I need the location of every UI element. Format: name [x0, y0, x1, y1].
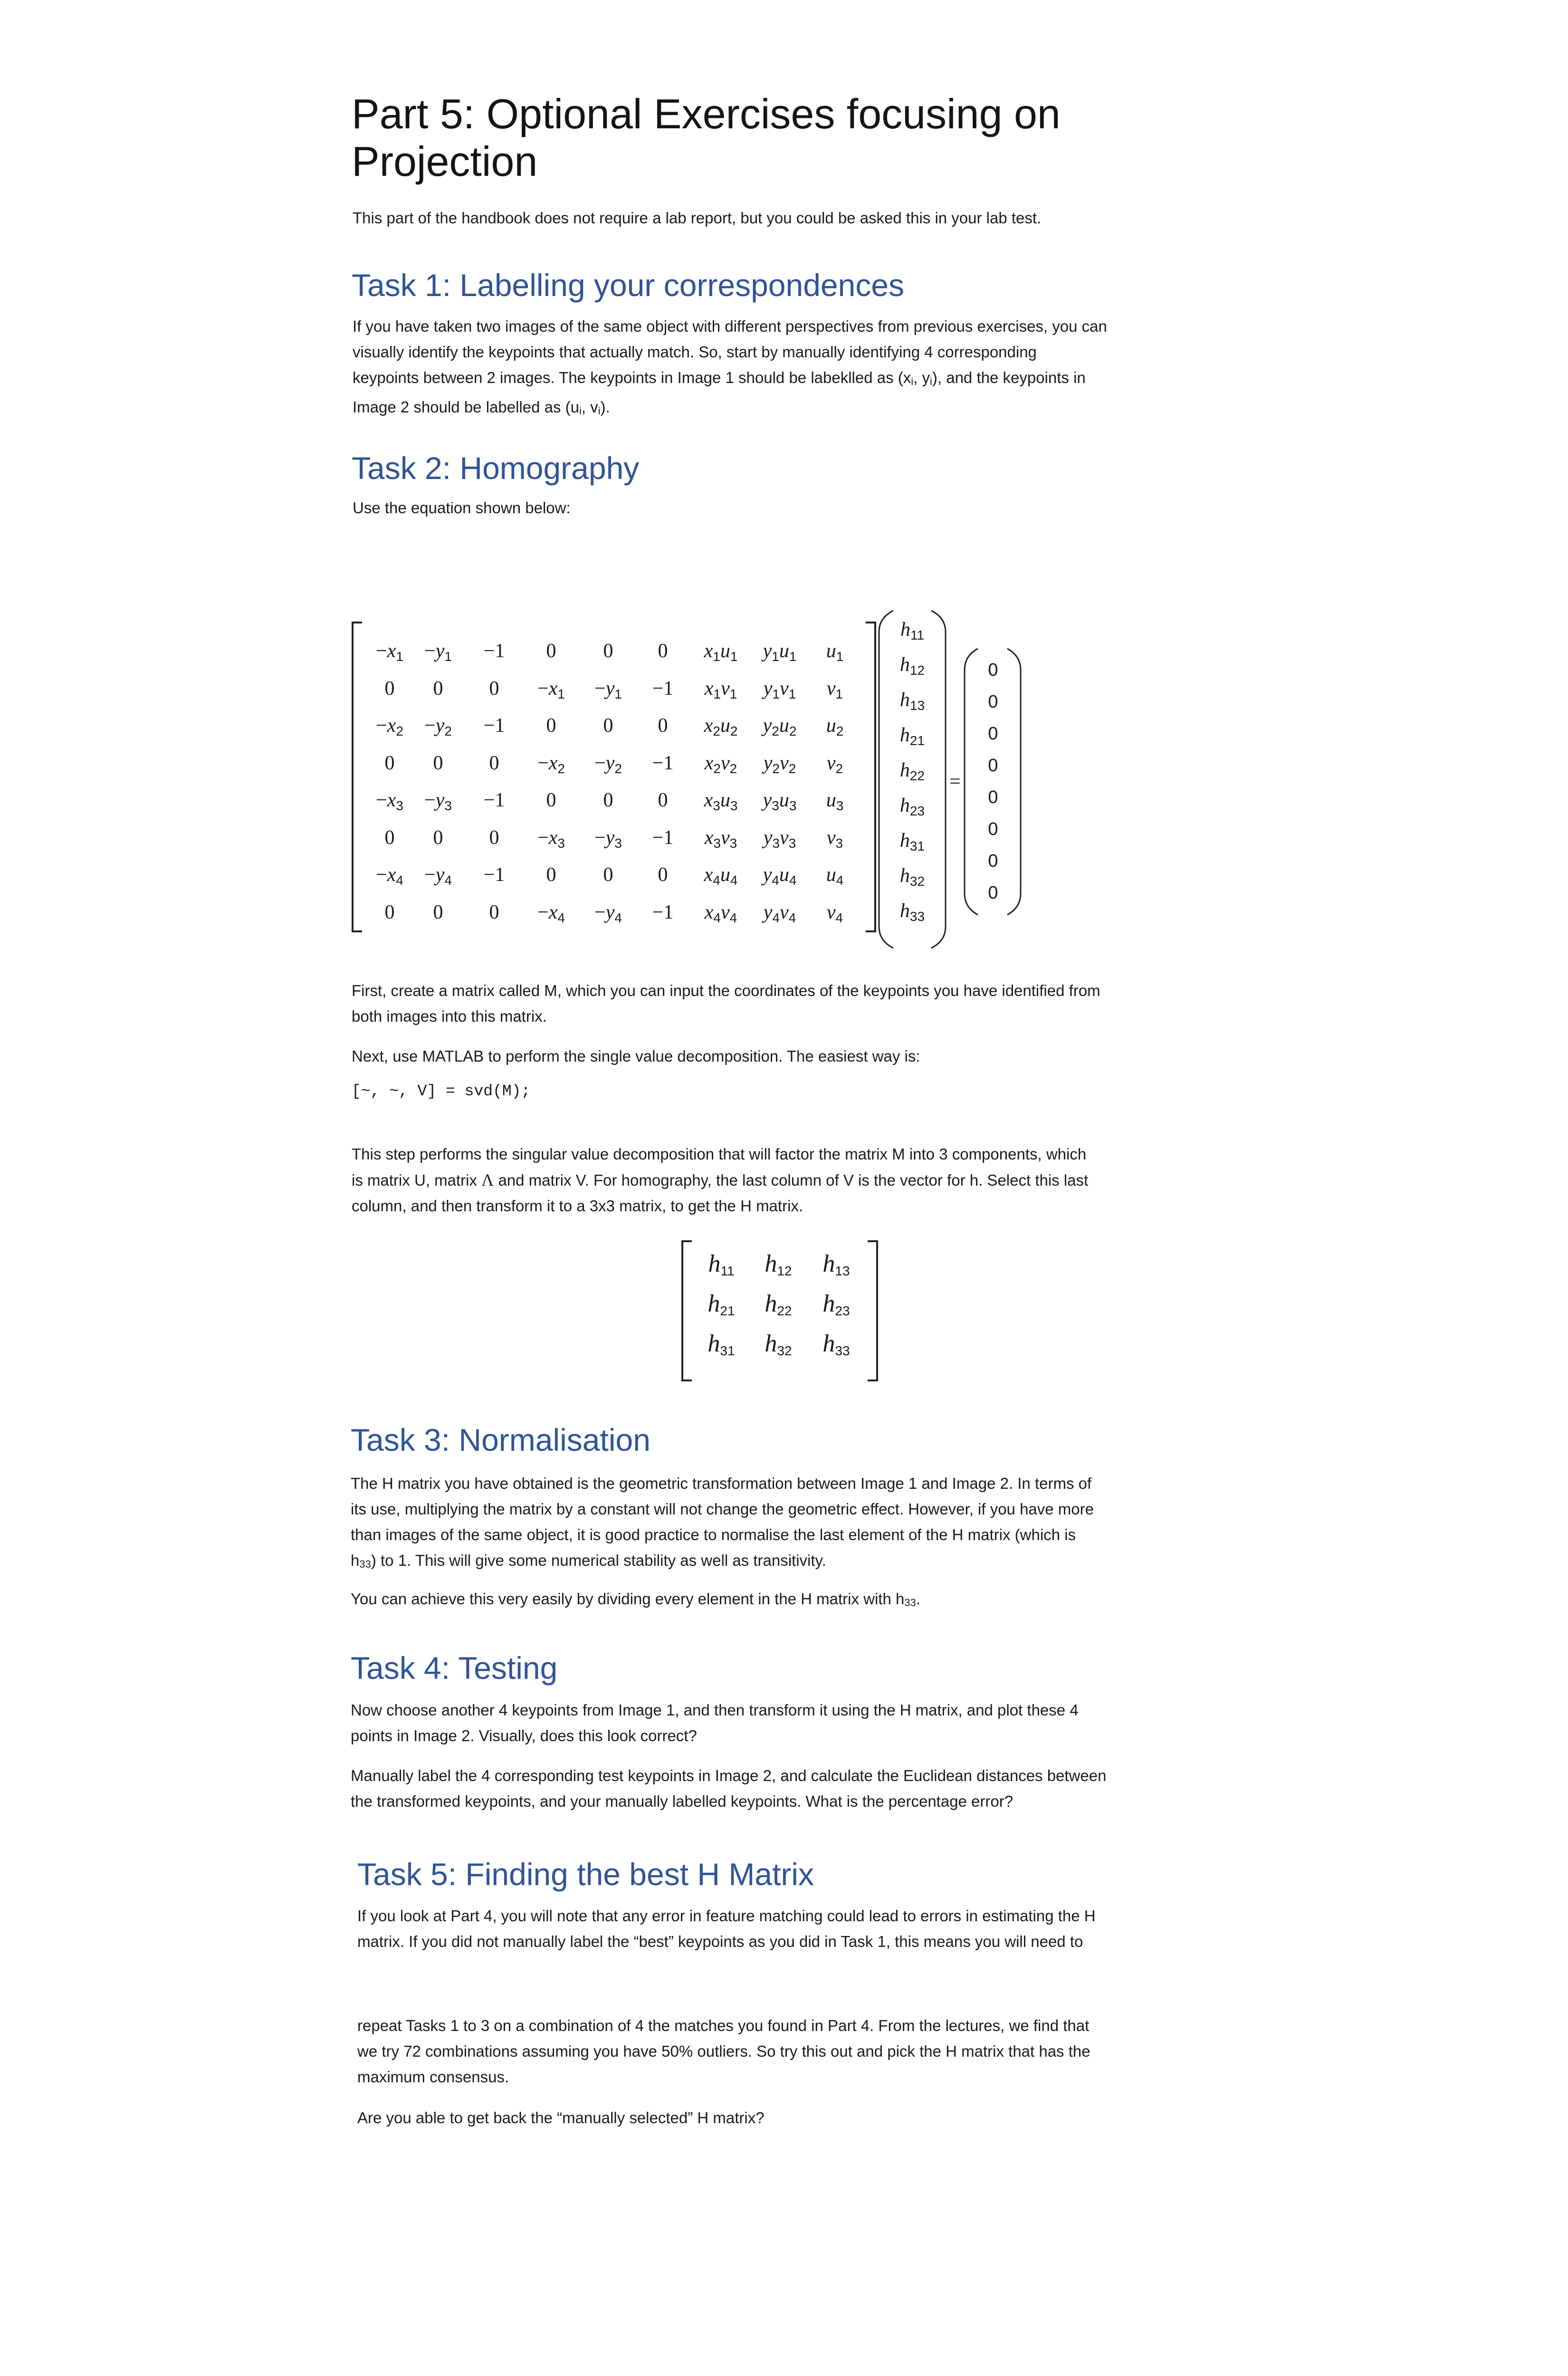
m-cell: −1	[652, 826, 674, 849]
m-cell: x4u4	[704, 864, 738, 888]
task1-line1: If you have taken two images of the same object with different perspectives from previous exercises, you can	[353, 317, 1107, 335]
h-matrix-cell: h23	[822, 1290, 850, 1318]
h-vector-cell: h21	[899, 724, 925, 748]
h-matrix-cell: h12	[765, 1250, 792, 1278]
task5-para2	[357, 2013, 1213, 2090]
task2-para3-line2: is matrix U, matrix Λ and matrix V. For homography, the last column of V is the vector for h. Select this last	[352, 1170, 1089, 1189]
m-cell: −y2	[594, 752, 622, 776]
m-cell: −x2	[537, 752, 565, 776]
page-title-line1: Part 5: Optional Exercises focusing on	[352, 90, 1061, 137]
m-cell: 0	[433, 901, 443, 923]
zero-vector-cell: 0	[988, 851, 998, 871]
h-vector-cell: h31	[899, 830, 925, 853]
task3-paragraph	[351, 1471, 1206, 1577]
h-matrix-cell: h33	[822, 1330, 850, 1358]
m-cell: y2u2	[763, 715, 797, 738]
m-cell: −y4	[424, 864, 452, 888]
m-cell: −y1	[424, 640, 452, 664]
m-cell: −x1	[537, 677, 565, 701]
m-cell: 0	[603, 715, 613, 737]
zero-vector-cell: 0	[988, 724, 998, 744]
m-cell: 0	[546, 640, 556, 662]
m-cell: v3	[826, 826, 843, 851]
task2-para3-line3: column, and then transform it to a 3x3 matrix, to get the H matrix.	[352, 1197, 803, 1215]
task2-para2: Next, use MATLAB to perform the single value decomposition. The easiest way is:	[352, 1047, 920, 1065]
task2-intro: Use the equation shown below:	[353, 499, 571, 517]
m-cell: −x4	[537, 901, 565, 925]
zero-vector-cell: 0	[988, 756, 998, 776]
m-cell: 0	[546, 715, 556, 737]
task5-line3: repeat Tasks 1 to 3 on a combination of 4 the matches you found in Part 4. From the lectures, we find that	[357, 2017, 1090, 2034]
h-vector-cell: h13	[899, 689, 925, 713]
m-cell: 0	[658, 789, 668, 811]
h-vector-cell: h12	[899, 654, 925, 678]
task5-line6: Are you able to get back the “manually selected” H matrix?	[357, 2109, 765, 2127]
m-cell: 0	[658, 715, 668, 737]
m-cell: −y3	[424, 789, 452, 813]
h-matrix-cell: h22	[765, 1290, 792, 1318]
m-cell: v1	[826, 677, 843, 701]
zero-vector-cell: 0	[988, 692, 998, 712]
m-cell: 0	[489, 826, 499, 849]
task1-line3: keypoints between 2 images. The keypoints in Image 1 should be labeklled as (xi, yi), and the keypoints in	[353, 369, 1086, 387]
m-cell: 0	[489, 901, 499, 923]
m-cell: −1	[652, 752, 674, 774]
h-matrix-cell: h21	[708, 1290, 735, 1318]
h-vector-cell: h23	[899, 795, 925, 818]
m-cell: −y4	[594, 901, 622, 925]
m-cell: u2	[826, 715, 844, 738]
task1-line4: Image 2 should be labelled as (ui, vi).	[353, 398, 610, 417]
m-cell: −y3	[594, 826, 622, 851]
m-cell: x3v3	[704, 826, 737, 851]
m-cell: y3v3	[763, 826, 796, 851]
m-cell: 0	[603, 789, 613, 811]
m-cell: 0	[546, 789, 556, 811]
task5-line2: matrix. If you did not manually label the “best” keypoints as you did in Task 1, this means you will need to	[357, 1933, 1083, 1950]
m-cell: y1v1	[763, 677, 796, 701]
m-cell: 0	[658, 640, 668, 662]
h-vector-cell: h33	[899, 900, 925, 924]
zero-vector-cell: 0	[988, 787, 998, 807]
equals-sign: =	[949, 771, 961, 793]
m-cell: y3u3	[763, 789, 797, 813]
m-cell: −y1	[594, 677, 622, 701]
m-cell: x2u2	[704, 715, 738, 738]
task3-heading: Task 3: Normalisation	[351, 1422, 650, 1457]
h-vector-cell: h32	[899, 865, 925, 889]
lambda-symbol: Λ	[481, 1170, 494, 1189]
task2-para1-line2: both images into this matrix.	[352, 1007, 547, 1025]
intro-text: This part of the handbook does not require a lab report, but you could be asked this in your lab test.	[353, 209, 1042, 227]
m-cell: −y2	[424, 715, 452, 738]
m-cell: x4v4	[704, 901, 737, 925]
m-cell: 0	[603, 640, 613, 662]
h-vector-cell: h22	[899, 759, 925, 783]
task3-line4: h33) to 1. This will give some numerical stability as well as transitivity.	[351, 1552, 826, 1570]
zero-vector-cell: 0	[988, 660, 998, 680]
zero-vector-cell: 0	[988, 819, 998, 839]
m-cell: v4	[826, 901, 843, 925]
m-cell: −1	[652, 901, 674, 923]
m-cell: −x4	[376, 864, 403, 888]
task4-line1: Now choose another 4 keypoints from Image 1, and then transform it using the H matrix, and plot these 4	[351, 1701, 1079, 1719]
task1-heading: Task 1: Labelling your correspondences	[352, 268, 905, 303]
task2-para1-line1: First, create a matrix called M, which you can input the coordinates of the keypoints you have identified from	[352, 982, 1100, 999]
task4-para1	[351, 1697, 1206, 1749]
matlab-code: [~, ~, V] = svd(M);	[352, 1083, 531, 1100]
task4-line2: points in Image 2. Visually, does this look correct?	[351, 1727, 697, 1744]
task5-line4: we try 72 combinations assuming you have 50% outliers. So try this out and pick the H matrix that has the	[357, 2042, 1090, 2060]
m-cell: x1u1	[704, 640, 738, 664]
page-title-line2: Projection	[352, 138, 538, 185]
m-cell: −x1	[376, 640, 403, 664]
m-cell: x1v1	[704, 677, 737, 701]
m-cell: −1	[483, 864, 505, 886]
task4-heading: Task 4: Testing	[351, 1650, 558, 1686]
m-cell: −1	[483, 715, 505, 737]
m-cell: u1	[826, 640, 844, 664]
m-cell: 0	[384, 677, 395, 699]
m-cell: 0	[384, 826, 395, 849]
m-cell: −x3	[376, 789, 403, 813]
m-cell: y1u1	[763, 640, 797, 664]
m-cell: y2v2	[763, 752, 796, 776]
task5-heading: Task 5: Finding the best H Matrix	[357, 1857, 814, 1892]
task3-line3: than images of the same object, it is good practice to normalise the last element of the H matrix (which is	[351, 1526, 1076, 1543]
m-cell: x2v2	[704, 752, 737, 776]
m-cell: x3u3	[704, 789, 738, 813]
m-cell: 0	[433, 677, 443, 699]
m-cell: 0	[489, 752, 499, 774]
m-cell: 0	[433, 752, 443, 774]
h-matrix-cell: h31	[708, 1330, 735, 1358]
m-cell: −1	[483, 640, 505, 662]
m-cell: y4v4	[763, 901, 796, 925]
m-cell: −1	[652, 677, 674, 699]
m-cell: 0	[384, 752, 395, 774]
m-cell: −x3	[537, 826, 565, 851]
task3-line5: You can achieve this very easily by dividing every element in the H matrix with h33.	[351, 1590, 921, 1609]
m-cell: −1	[483, 789, 505, 811]
m-cell: u4	[826, 864, 844, 888]
m-cell: 0	[658, 864, 668, 886]
h-vector-cell: h11	[900, 619, 925, 642]
m-cell: v2	[826, 752, 843, 776]
h-matrix-cell: h13	[822, 1250, 850, 1278]
task5-para1	[357, 1903, 1213, 1954]
m-cell: 0	[603, 864, 613, 886]
zero-vector-cell: 0	[988, 883, 998, 903]
task1-line2: visually identify the keypoints that actually match. So, start by manually identifying 4 corresponding	[353, 343, 1037, 361]
task3-line2: its use, multiplying the matrix by a constant will not change the geometric effect. However, if you have more	[351, 1500, 1094, 1518]
task2-heading: Task 2: Homography	[352, 450, 640, 486]
h-matrix-cell: h11	[708, 1250, 735, 1278]
task4-line3: Manually label the 4 corresponding test keypoints in Image 2, and calculate the Euclidean distances between	[351, 1767, 1107, 1784]
m-cell: 0	[489, 677, 499, 699]
m-cell: y4u4	[763, 864, 797, 888]
task5-line5: maximum consensus.	[357, 2068, 509, 2086]
task4-line4: the transformed keypoints, and your manually labelled keypoints. What is the percentage error?	[351, 1792, 1013, 1810]
m-cell: 0	[384, 901, 395, 923]
task4-para2	[351, 1763, 1206, 1814]
task2-para3-line1: This step performs the singular value decomposition that will factor the matrix M into 3 components, which	[352, 1145, 1087, 1163]
m-cell: 0	[433, 826, 443, 849]
m-cell: −x2	[376, 715, 403, 738]
m-cell: u3	[826, 789, 844, 813]
m-cell: 0	[546, 864, 556, 886]
task5-line1: If you look at Part 4, you will note that any error in feature matching could lead to errors in estimating the H	[357, 1907, 1096, 1925]
h-matrix-cell: h32	[765, 1330, 792, 1358]
task3-line1: The H matrix you have obtained is the geometric transformation between Image 1 and Image 2. In terms of	[351, 1475, 1092, 1492]
